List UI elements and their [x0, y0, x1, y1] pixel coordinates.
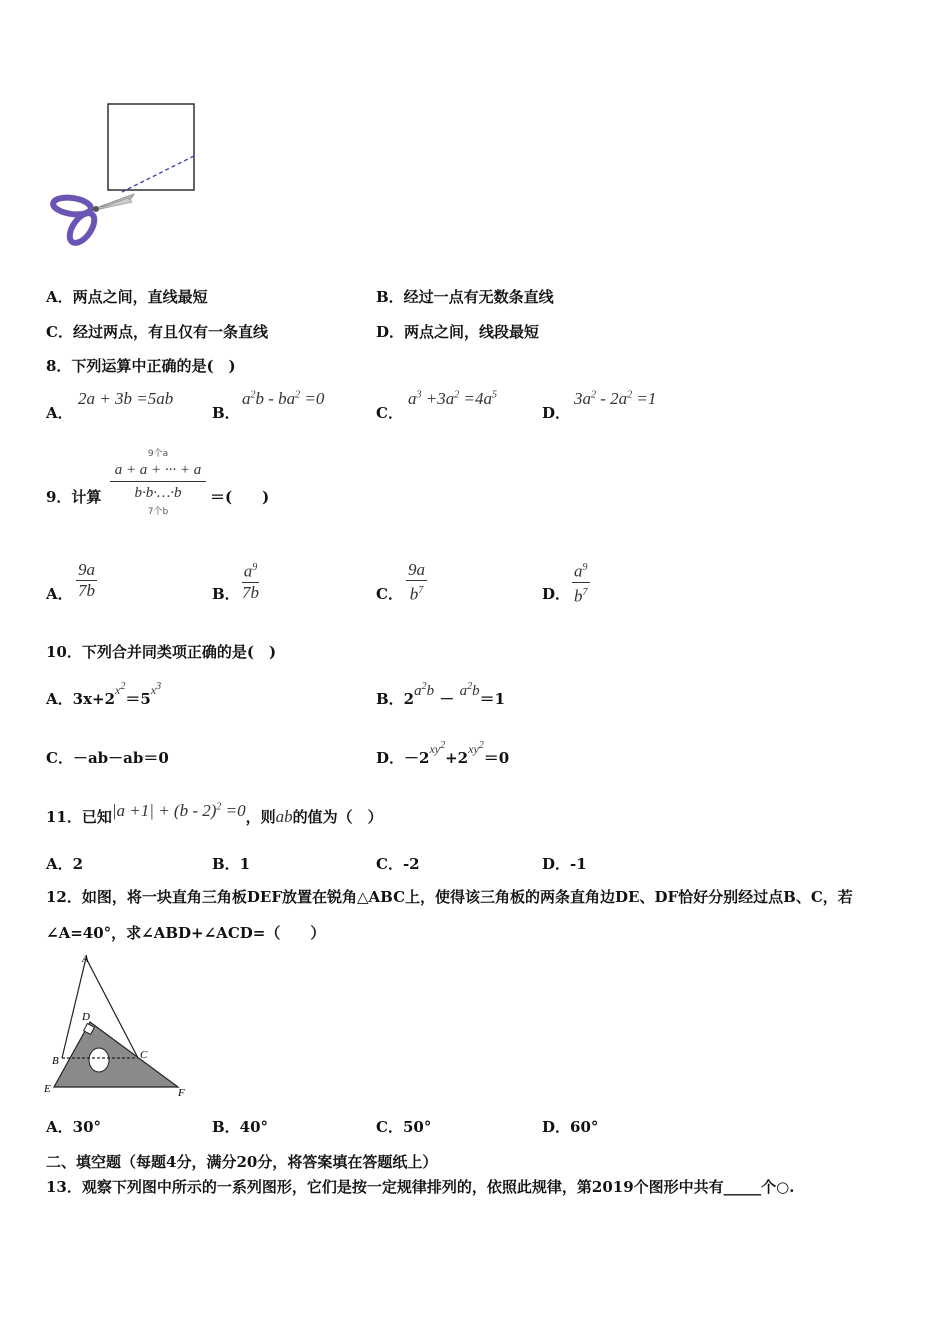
q8-expr-a: 2a + 3b =5ab — [78, 389, 174, 408]
label-c: C — [140, 1049, 148, 1061]
q12-option-a: A．30° — [46, 1118, 102, 1136]
q9-stem-suffix: ＝( ) — [210, 488, 270, 506]
q8-label-c: C． — [376, 404, 403, 422]
q11-option-c: C．-2 — [376, 855, 420, 873]
q9-label-d: D． — [542, 585, 571, 603]
q12-option-b: B．40° — [212, 1118, 269, 1136]
label-a: A — [82, 953, 89, 965]
q11-option-a: A．2 — [46, 855, 84, 873]
set-square-hole — [89, 1048, 109, 1072]
q7-option-d: D．两点之间，线段最短 — [376, 323, 540, 341]
q8-label-d: D． — [542, 404, 571, 422]
q12-line1: 12．如图，将一块直角三角板DEF放置在锐角△ABC上，使得该三角板的两条直角边DE、DF恰好分别经过点B、C，若 — [46, 888, 853, 906]
q8-expr-c: $a^3 +3a^2 =4a^5$ — [408, 389, 497, 408]
label-b: B — [52, 1055, 59, 1067]
q9-stem-prefix: 9．计算 — [46, 488, 102, 506]
q10-option-c: C．－ab－ab＝0 — [46, 749, 169, 767]
q9-label-a: A． — [46, 585, 73, 603]
scissors-cut-figure — [44, 98, 204, 250]
q11-option-b: B．1 — [212, 855, 251, 873]
q13-stem: 13．观察下列图中所示的一系列图形，它们是按一定规律排列的，依照此规律，第2019个图形中共有_____个○. — [46, 1178, 795, 1196]
section2-heading: 二、填空题（每题4分，满分20分，将答案填在答题纸上） — [46, 1153, 438, 1171]
paper-square — [108, 104, 194, 190]
q8-expr-b: $a^2b - ba^2 =0$ — [242, 389, 325, 408]
q10-stem: 10．下列合并同类项正确的是( ) — [46, 643, 277, 661]
q12-option-c: C．50° — [376, 1118, 432, 1136]
q8-stem: 8．下列运算中正确的是( ) — [46, 357, 236, 375]
q9-top-count: 9个a — [147, 449, 169, 459]
q8-label-a: A． — [46, 404, 73, 422]
scissors-icon — [52, 194, 134, 247]
label-f: F — [178, 1087, 185, 1099]
q9-expr-c: $\frac{9a}{b^7}$ — [408, 560, 425, 604]
q12-line2: ∠A=40°，求∠ABD+∠ACD=（ ） — [46, 924, 326, 942]
q7-option-b: B．经过一点有无数条直线 — [376, 288, 554, 306]
q9-fraction: 9个a a + a + ··· + a b·b·…·b 7个b — [108, 446, 208, 517]
set-square-def — [54, 1022, 178, 1087]
q10-option-a: A．$3x+2^{x^2}=5^{x^3}$ — [46, 681, 162, 708]
triangle-set-square-figure — [40, 950, 200, 1102]
q10-option-b: B．$2a^2b - a^2b=1$ — [376, 681, 506, 708]
q12-option-d: D．60° — [542, 1118, 599, 1136]
q9-bottom-count: 7个b — [147, 507, 169, 517]
q8-expr-d: $3a^2 - 2a^2 =1$ — [574, 389, 657, 408]
q11-stem: 11．已知|a +1| + (b - 2)$^2$ =0，则ab的值为（ ） — [46, 801, 383, 826]
label-d: D — [82, 1011, 90, 1023]
q9-expr-b: $\frac{a^9}{7b}$ — [240, 558, 261, 603]
q9-expr-a: $\frac{9a}{7b}$ — [78, 560, 95, 600]
q9-label-c: C． — [376, 585, 403, 603]
q10-option-d: D．$-2^{xy^2}+2^{xy^2}=0$ — [376, 740, 510, 767]
q8-label-b: B． — [212, 404, 240, 422]
q9-expr-d: $\frac{a^9}{b^7}$ — [572, 558, 590, 606]
q7-option-c: C．经过两点，有且仅有一条直线 — [46, 323, 268, 341]
label-e: E — [44, 1083, 51, 1095]
q11-option-d: D．-1 — [542, 855, 587, 873]
q7-option-a: A．两点之间，直线最短 — [46, 288, 208, 306]
q9-label-b: B． — [212, 585, 240, 603]
